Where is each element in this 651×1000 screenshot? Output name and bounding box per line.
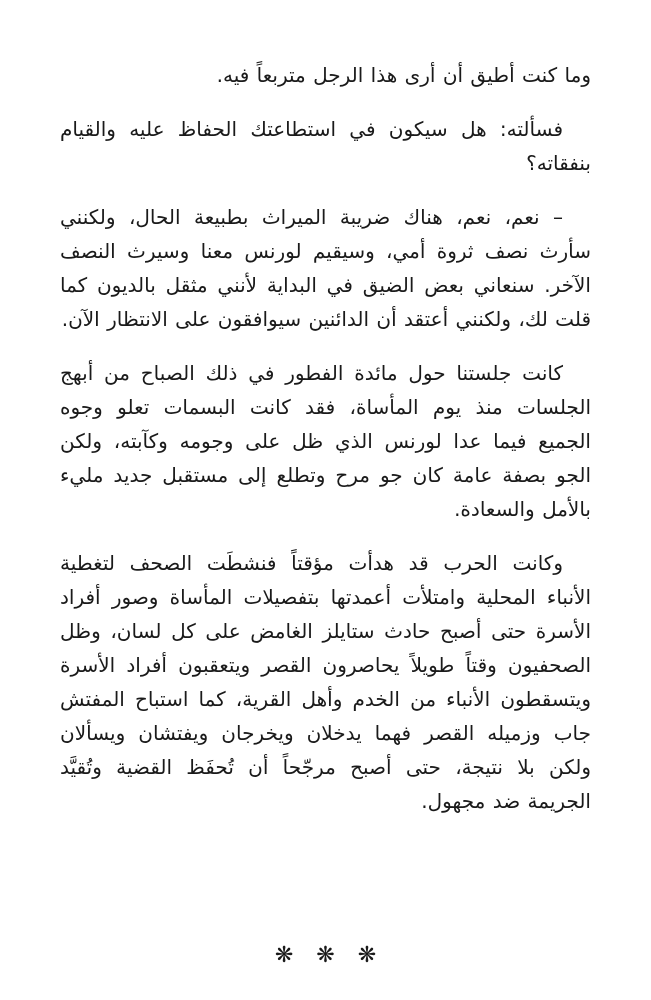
section-separator xyxy=(0,943,651,968)
book-page-text xyxy=(60,58,591,838)
paragraph-3: – نعم، نعم، هناك ضريبة الميراث بطبيعة الحال، ولكنني سأرث نصف ثروة أمي، وسيقيم لورنس معنا وسيرث النصف الآخر. سنعاني بعض الضيق في البداية لأنني مثقل بالديون كما قلت لك، ولكنني أعتقد أن الدائنين سيوافقون على الانتظار الآن. xyxy=(60,205,591,331)
paragraph-4: كانت جلستنا حول مائدة الفطور في ذلك الصباح من أبهج الجلسات منذ يوم المأساة، فقد كانت البسمات تعلو وجوه الجميع فيما عدا لورنس الذي ظل على وجومه وكآبته، ولكن الجو بصفة عامة كان جو مرح وتطلع إلى مستقبل جديد مليء بالأمل والسعادة. xyxy=(60,361,591,521)
asterism-icon: ❋ xyxy=(357,943,377,968)
paragraph-5: وكانت الحرب قد هدأت مؤقتاً فنشطَت الصحف لتغطية الأنباء المحلية وامتلأت أعمدتها بتفصيلات المأساة وصور أفراد الأسرة حتى أصبح حادث ستايلز الغامض على كل لسان، وظل الصحفيون وقتاً طويلاً يحاصرون القصر ويتعقبون أفراد الأسرة ويتسقطون الأنباء من الخدم وأهل القرية، كما استباح المفتش جاب وزميله القصر فهما يدخلان ويخرجان ويفتشان ويسألان ولكن بلا نتيجة، حتى أصبح مرجّحاً أن تُحفَظ القضية وتُقيَّد الجريمة ضد مجهول. xyxy=(60,551,591,813)
paragraph-2: فسألته: هل سيكون في استطاعتك الحفاظ عليه والقيام بنفقاته؟ xyxy=(60,117,591,175)
paragraph-1: وما كنت أطيق أن أرى هذا الرجل متربعاً فيه. xyxy=(216,63,591,87)
asterism-icon: ❋ xyxy=(274,943,294,968)
asterism-icon: ❋ xyxy=(316,943,335,968)
